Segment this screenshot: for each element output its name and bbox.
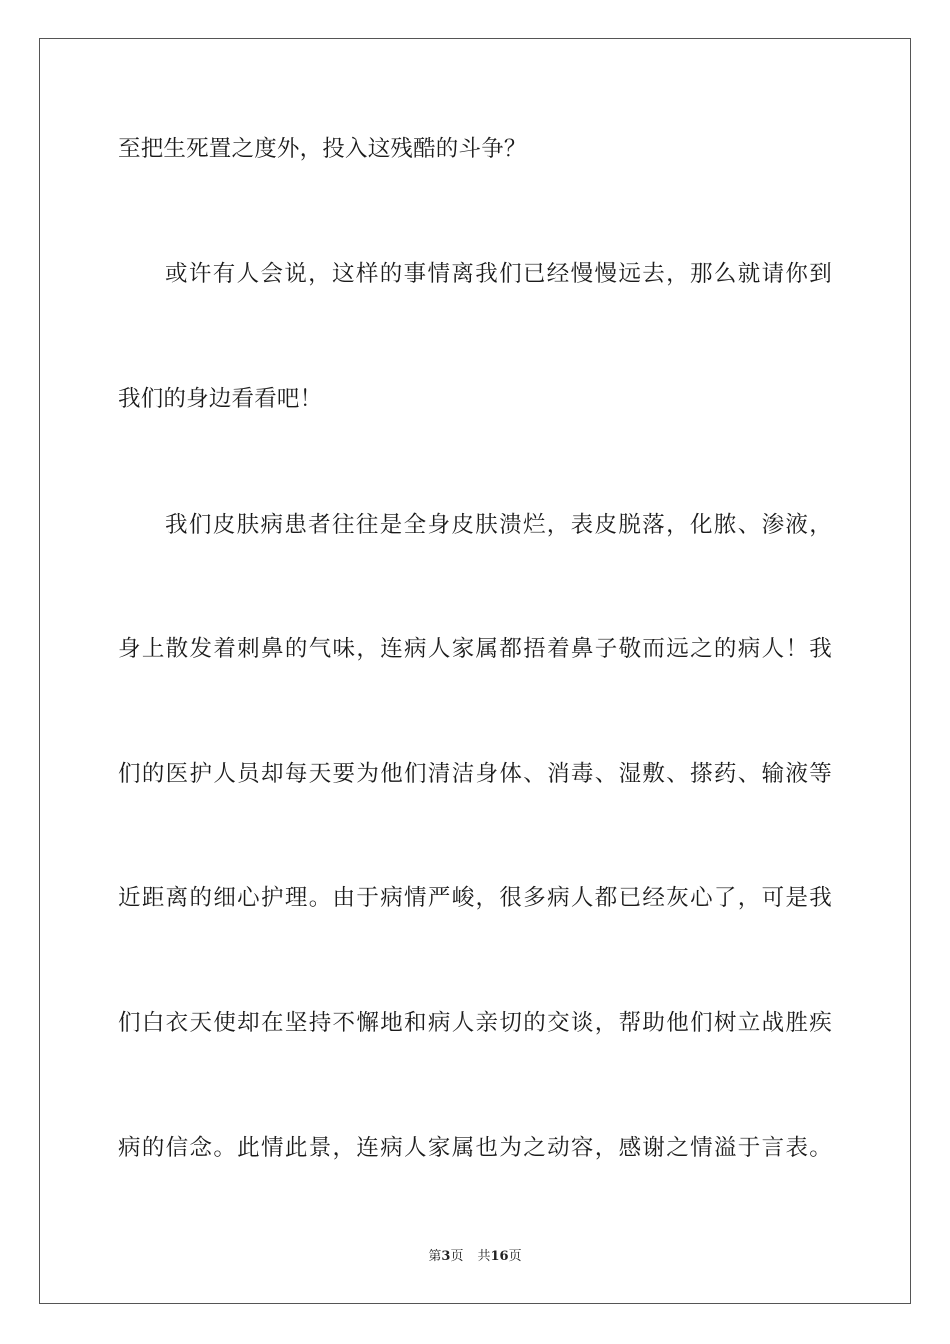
text-line-8: 们白衣天使却在坚持不懈地和病人亲切的交谈，帮助他们树立战胜疾 [118, 1010, 832, 1036]
text-line-3: 我们的身边看看吧！ [118, 386, 323, 412]
page-footer [0, 1248, 950, 1266]
page-suffix: 页 [450, 1249, 464, 1264]
text-line-2: 或许有人会说，这样的事情离我们已经慢慢远去，那么就请你到 [165, 261, 832, 287]
text-line-1: 至把生死置之度外，投入这残酷的斗争？ [118, 136, 527, 162]
total-suffix: 页 [508, 1249, 522, 1264]
text-line-4: 我们皮肤病患者往往是全身皮肤溃烂，表皮脱落，化脓、渗液， [165, 512, 832, 538]
text-line-6: 们的医护人员却每天要为他们清洁身体、消毒、湿敷、搽药、输液等 [118, 761, 832, 787]
page-prefix: 第 [428, 1249, 442, 1264]
total-pages: 16 [490, 1249, 509, 1264]
page-number: 3 [441, 1249, 451, 1264]
text-line-7: 近距离的细心护理。由于病情严峻，很多病人都已经灰心了，可是我 [118, 885, 832, 911]
text-line-9: 病的信念。此情此景，连病人家属也为之动容，感谢之情溢于言表。 [118, 1135, 832, 1161]
total-prefix: 共 [477, 1249, 491, 1264]
text-line-5: 身上散发着刺鼻的气味，连病人家属都捂着鼻子敬而远之的病人！我 [118, 636, 832, 662]
page-frame [39, 38, 911, 1304]
